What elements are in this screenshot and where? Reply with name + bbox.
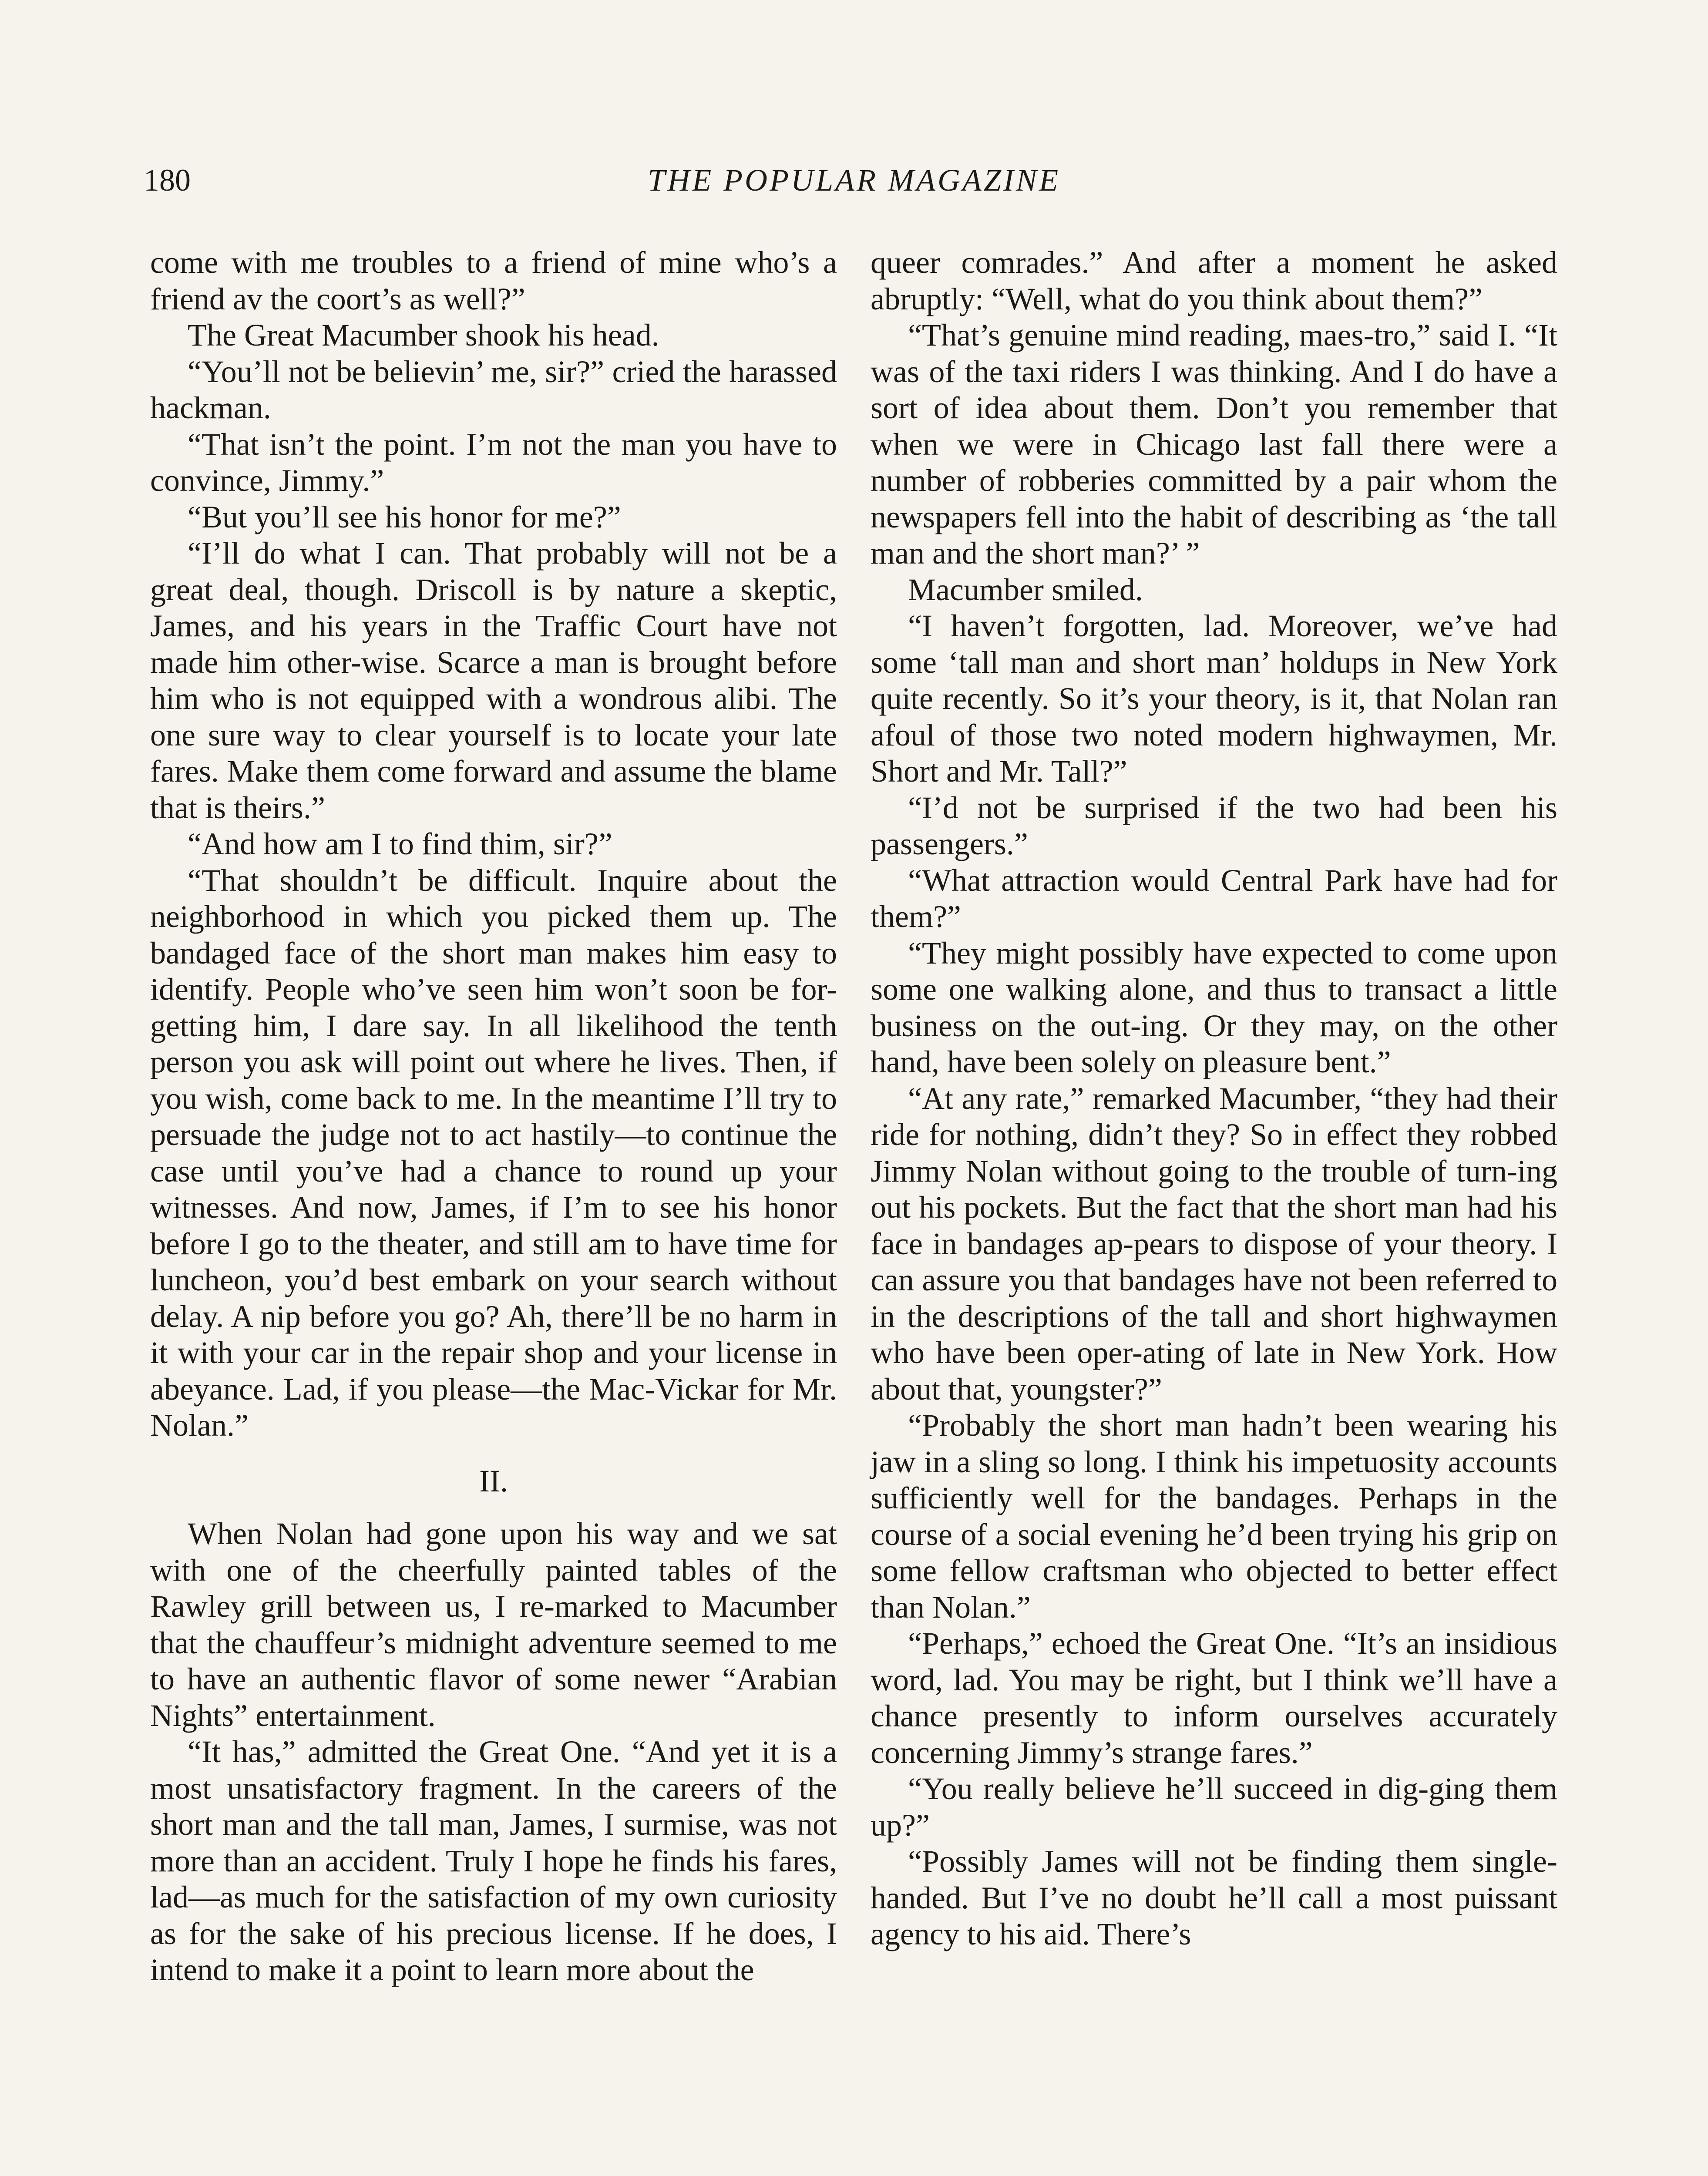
paragraph: “They might possibly have expected to come upon some one walking alone, and thus to transact a little business on the out-ing. Or they may, on the other hand, have been solely on pleasure bent.” (871, 935, 1557, 1079)
paragraph: “Perhaps,” echoed the Great One. “It’s an insidious word, lad. You may be right, but I think we’ll have a chance presently to inform ourselves accurately concerning Jimmy’s strange fares.” (871, 1626, 1557, 1770)
paragraph: “It has,” admitted the Great One. “And yet it is a most unsatisfactory fragment. In the careers of the short man and the tall man, James, I surmise, was not more than an accident. Truly I hope he finds his fares, lad—as much for the satisfaction of my own curiosity as for the sake of his precious license. If he does, I intend to make it a point to learn more about the (150, 1734, 837, 1987)
running-head: THE POPULAR MAGAZINE (648, 163, 1060, 198)
paragraph: come with me troubles to a friend of mine who’s a friend av the coort’s as well?” (150, 245, 837, 316)
paragraph: “That’s genuine mind reading, maes-tro,” said I. “It was of the taxi riders I was thinking. And I do have a sort of idea about them. Don’t you remember that when we were in Chicago last fall there were a number of robberies committed by a pair whom the newspapers fell into the habit of describing as ‘the tall man and the short man?’ ” (871, 318, 1557, 571)
paragraph: The Great Macumber shook his head. (188, 318, 659, 353)
paragraph: “I haven’t forgotten, lad. Moreover, we’ve had some ‘tall man and short man’ holdups in New York quite recently. So it’s your theory, is it, that Nolan ran afoul of those two noted modern highwaymen, Mr. Short and Mr. Tall?” (871, 608, 1557, 789)
paragraph: “I’ll do what I can. That probably will not be a great deal, though. Driscoll is by nature a skeptic, James, and his years in the Traffic Court have not made him other-wise. Scarce a man is brought before him who is not equipped with a wondrous alibi. The one sure way to clear yourself is to locate your late fares. Make them come forward and assume the blame that is theirs.” (150, 536, 837, 825)
paragraph: “At any rate,” remarked Macumber, “they had their ride for nothing, didn’t they? So in effect they robbed Jimmy Nolan without going to the trouble of turn-ing out his pockets. But the fact that the short man had his face in bandages ap-pears to dispose of your theory. I can assure you that bandages have not been referred to in the descriptions of the tall and short highwaymen who have been oper-ating of late in New York. How about that, youngster?” (871, 1081, 1557, 1407)
paragraph: “You’ll not be believin’ me, sir?” cried the harassed hackman. (150, 354, 837, 425)
section-heading: II. (479, 1463, 508, 1498)
paragraph: “But you’ll see his honor for me?” (188, 499, 621, 534)
paragraph: “Probably the short man hadn’t been wearing his jaw in a sling so long. I think his impetuosity accounts sufficiently well for the bandages. Perhaps in the course of a social evening he’d been trying his grip on some fellow craftsman who objected to better effect than Nolan.” (871, 1408, 1557, 1625)
paragraph: “That shouldn’t be difficult. Inquire about the neighborhood in which you picked them up. The bandaged face of the short man makes him easy to identify. People who’ve seen him won’t soon be for-getting him, I dare say. In all likelihood the tenth person you ask will point out where he lives. Then, if you wish, come back to me. In the meantime I’ll try to persuade the judge not to act hastily—to continue the case until you’ve had a chance to round up your witnesses. And now, James, if I’m to see his honor before I go to the theater, and still am to have time for luncheon, you’d best embark on your search without delay. A nip before you go? Ah, there’ll be no harm in it with your car in the repair shop and your license in abeyance. Lad, if you please—the Mac-Vickar for Mr. Nolan.” (150, 863, 837, 1443)
right-column (871, 245, 1557, 1953)
paragraph: “You really believe he’ll succeed in dig-ging them up?” (871, 1771, 1557, 1843)
paragraph: “Possibly James will not be finding them single-handed. But I’ve no doubt he’ll call a most puissant agency to his aid. There’s (871, 1844, 1557, 1951)
paragraph: “I’d not be surprised if the two had been his passengers.” (871, 790, 1557, 861)
paragraph: “And how am I to find thim, sir?” (188, 826, 612, 861)
paragraph: Macumber smiled. (908, 572, 1143, 607)
paragraph: When Nolan had gone upon his way and we sat with one of the cheerfully painted tables of the Rawley grill between us, I re-marked to Macumber that the chauffeur’s midnight adventure seemed to me to have an authentic flavor of some newer “Arabian Nights” entertainment. (150, 1516, 837, 1733)
paragraph: “That isn’t the point. I’m not the man you have to convince, Jimmy.” (150, 426, 837, 498)
left-column (150, 245, 837, 1988)
paragraph: queer comrades.” And after a moment he asked abruptly: “Well, what do you think about them?” (871, 245, 1557, 316)
paragraph: “What attraction would Central Park have had for them?” (871, 863, 1557, 934)
page-number: 180 (144, 163, 191, 198)
